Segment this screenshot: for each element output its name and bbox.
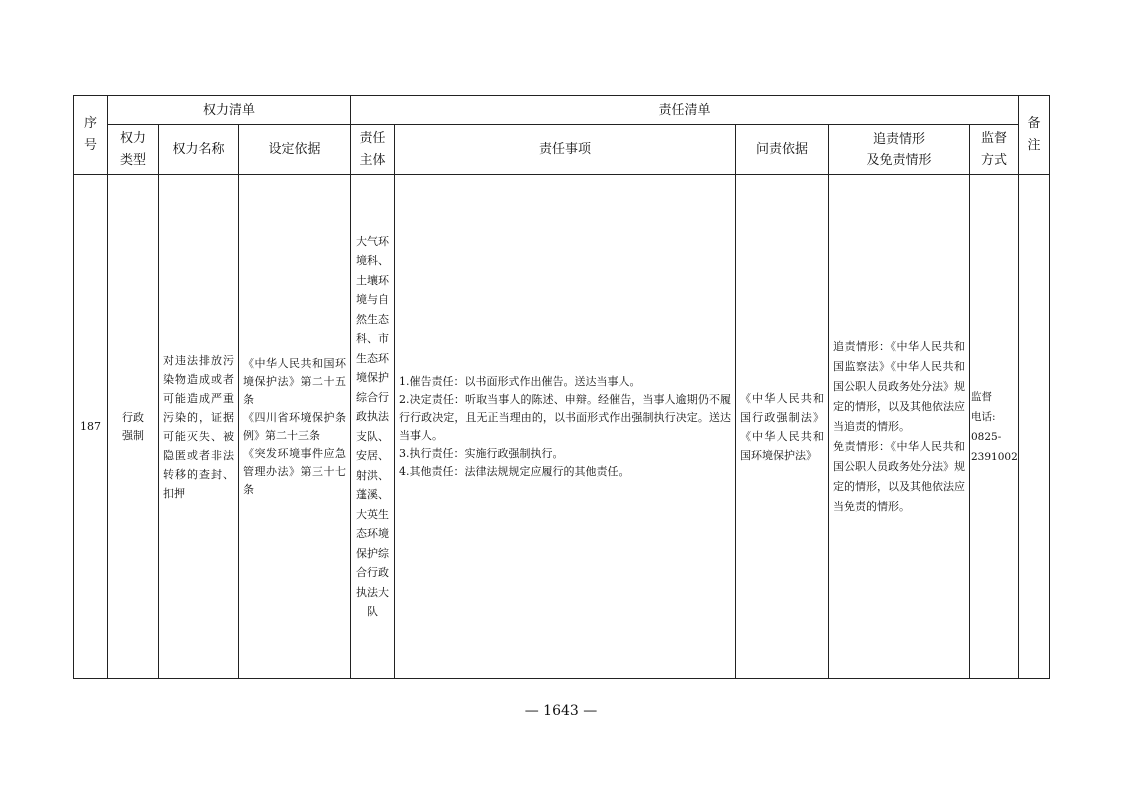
row-remarks (1019, 175, 1050, 679)
row-supervision: 监督 电话: 0825- 2391002 (970, 175, 1019, 679)
header-power-name: 权力名称 (159, 125, 239, 175)
row-accountability: 追责情形：《中华人民共和国监察法》《中华人民共和国公职人员政务处分法》规定的情形，以及其他依法应当追责的情形。 免责情形：《中华人民共和国公职人员政务处分法》规定的情形，以及其他依法应当免责的情形。 (829, 175, 970, 679)
row-resp-subject: 大气环境科、土壤环境与自然生态科、市生态环境保护综合行政执法支队、安居、射洪、蓬溪、大英生态环境保护综合行政执法大队 (351, 175, 395, 679)
header-supervision: 监督方式 (970, 125, 1019, 175)
header-resp-items: 责任事项 (395, 125, 736, 175)
power-responsibility-table (73, 95, 1050, 679)
row-basis: 《中华人民共和国环境保护法》第二十五条 《四川省环境保护条例》第二十三条 《突发环境事件应急管理办法》第三十七条 (239, 175, 351, 679)
header-remarks: 备注 (1019, 96, 1050, 175)
row-accountability-basis: 《中华人民共和国行政强制法》《中华人民共和国环境保护法》 (736, 175, 829, 679)
header-accountability: 追责情形 及免责情形 (829, 125, 970, 175)
row-seq: 187 (74, 175, 108, 679)
header-accountability-basis: 问责依据 (736, 125, 829, 175)
page-number: — 1643 — (524, 703, 598, 719)
row-power-name: 对违法排放污染物造成或者可能造成严重污染的，证据可能灭失、被隐匿或者非法转移的查封、扣押 (159, 175, 239, 679)
table-row (74, 175, 1050, 679)
row-power-type: 行政强制 (108, 175, 159, 679)
header-row-2 (74, 125, 1050, 175)
row-resp-items: 1.催告责任：以书面形式作出催告。送达当事人。 2.决定责任：听取当事人的陈述、申辩。经催告，当事人逾期仍不履行行政决定，且无正当理由的，以书面形式作出强制执行决定。送达当事人。 3.执行责任：实施行政强制执行。 4.其他责任：法律法规规定应履行的其他责任。 (395, 175, 736, 679)
header-power-type: 权力类型 (108, 125, 159, 175)
header-responsibility-list: 责任清单 (351, 96, 1019, 125)
header-basis: 设定依据 (239, 125, 351, 175)
header-resp-subject: 责任主体 (351, 125, 395, 175)
header-row-1 (74, 96, 1050, 125)
header-seq: 序号 (74, 96, 108, 175)
header-power-list: 权力清单 (108, 96, 351, 125)
